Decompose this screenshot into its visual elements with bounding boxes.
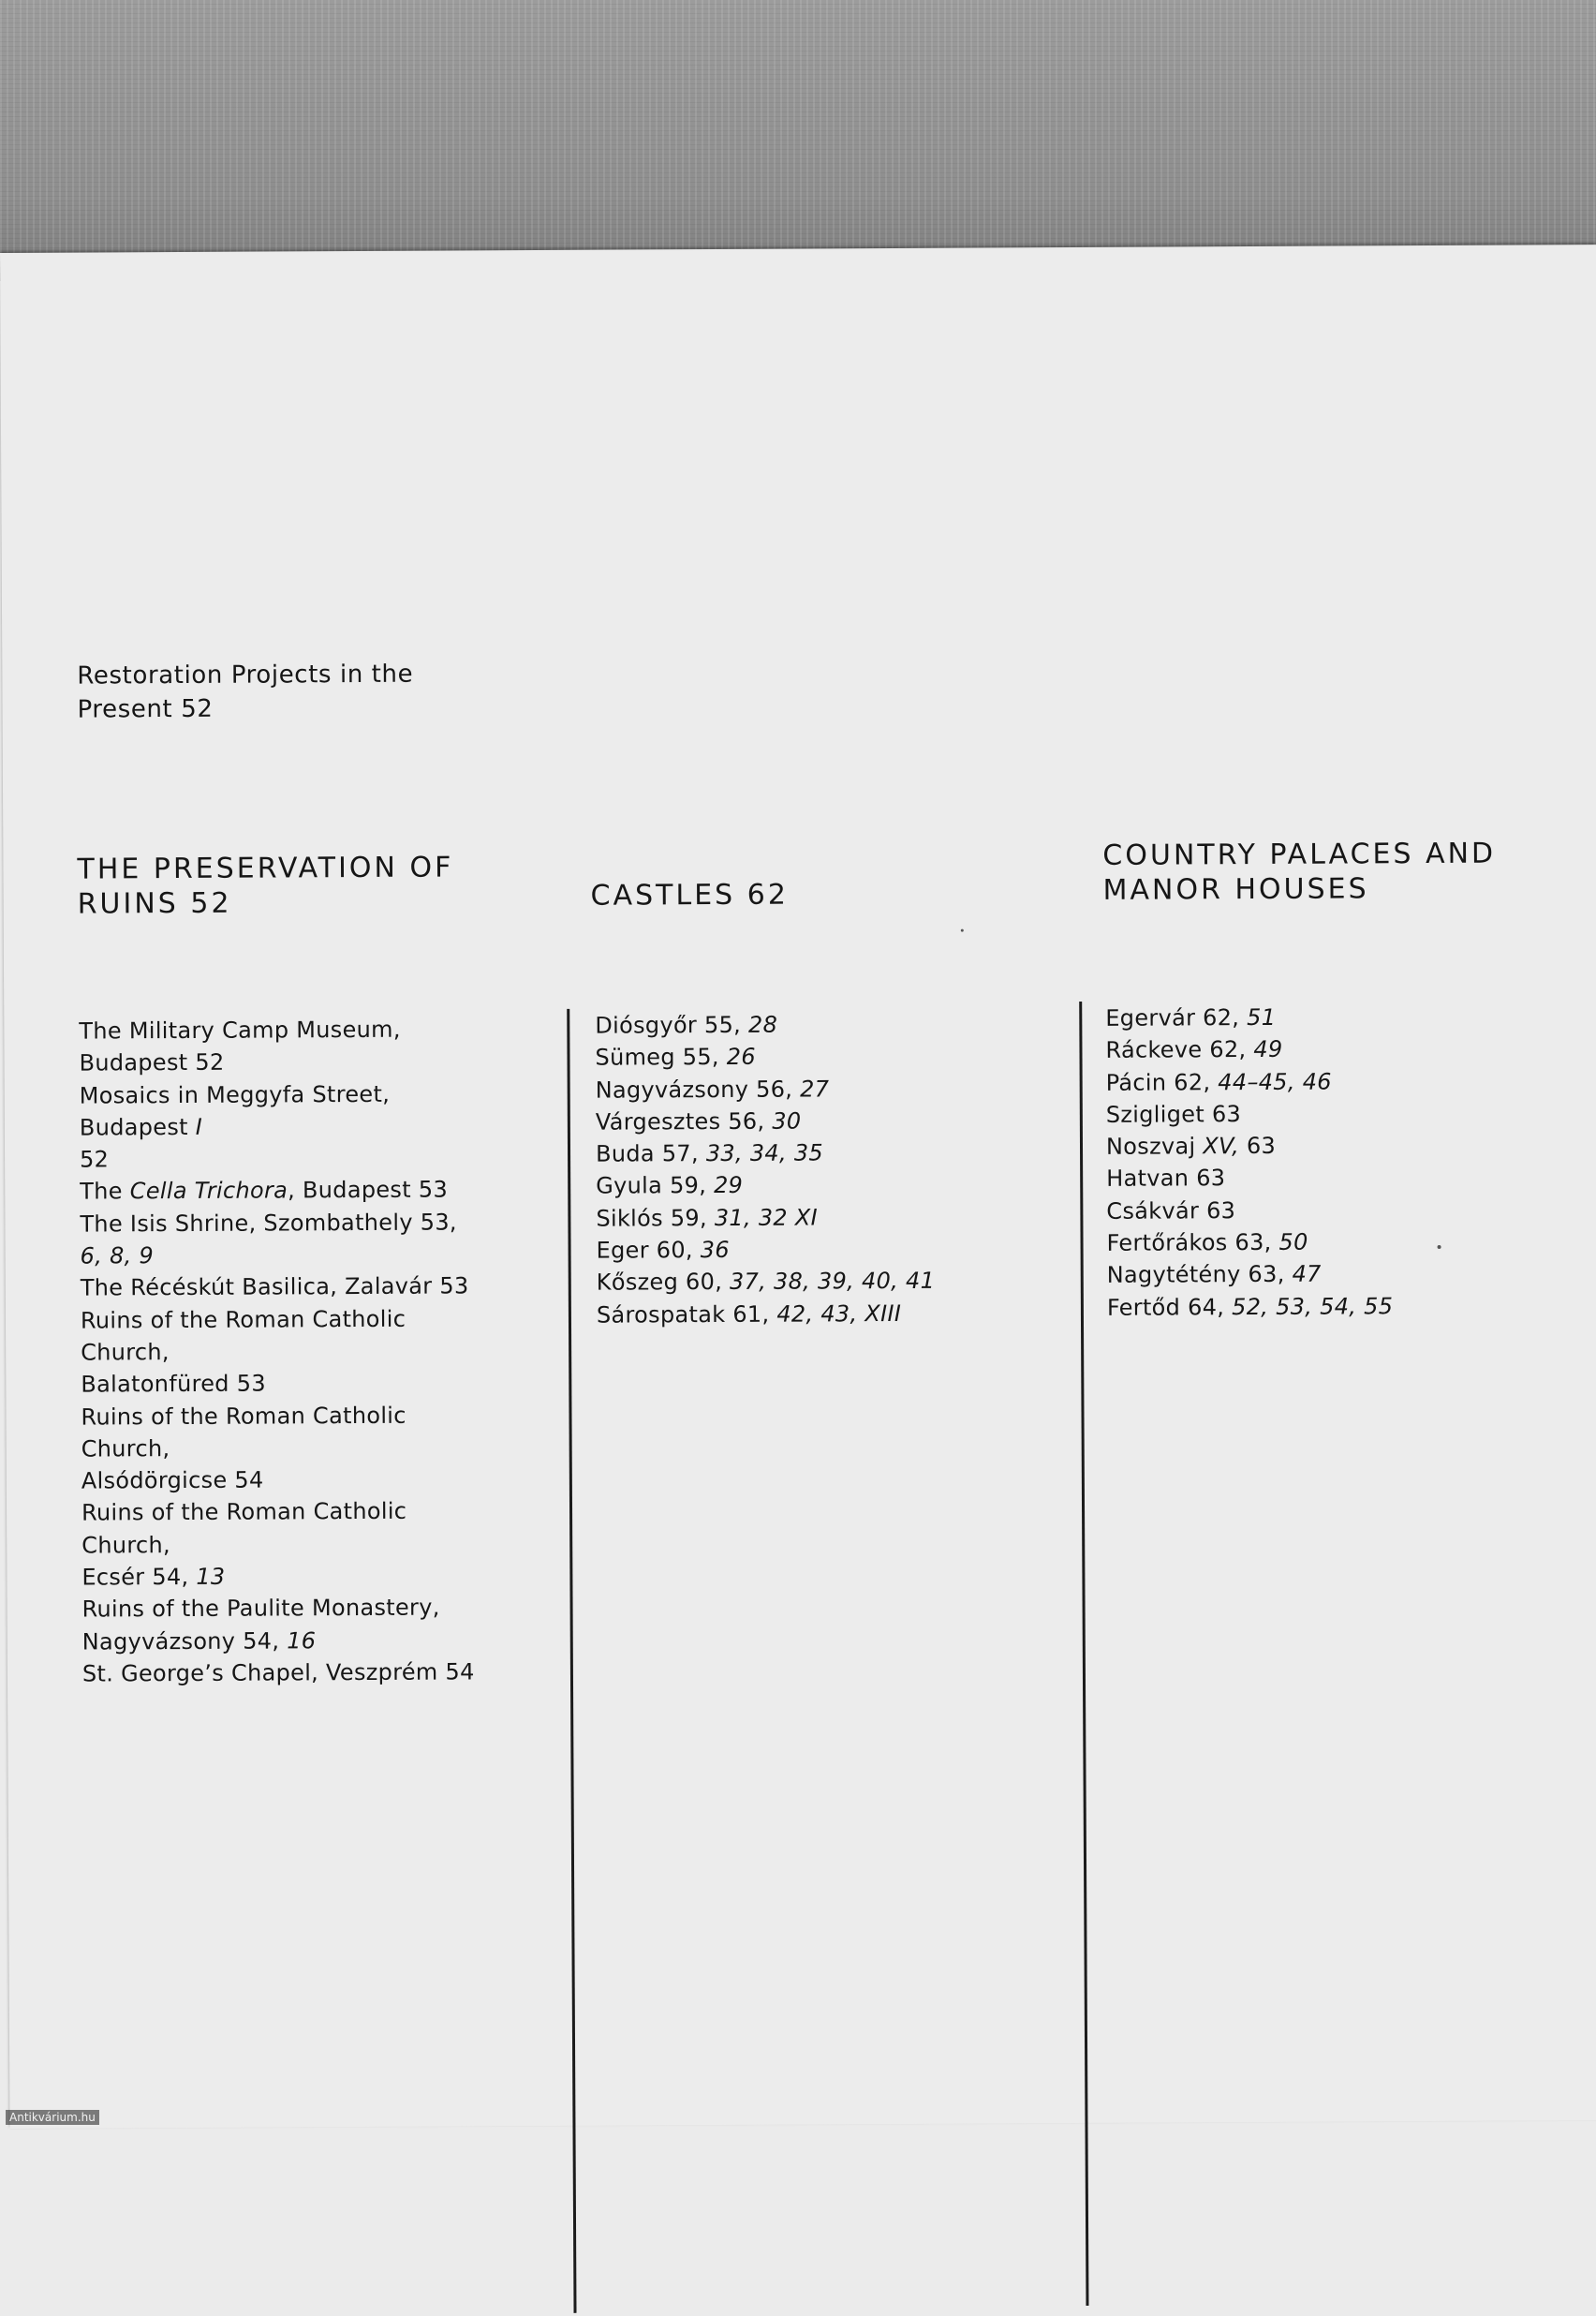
index-text: Fertőd 64, bbox=[1106, 1293, 1233, 1321]
index-text: Hatvan 63 bbox=[1106, 1165, 1226, 1193]
plate-reference: 36 bbox=[700, 1237, 730, 1264]
index-text: Nagytétény 63, bbox=[1106, 1261, 1293, 1289]
index-line bbox=[80, 1142, 473, 1176]
index-line bbox=[79, 1013, 472, 1047]
plate-reference: 51 bbox=[1247, 1003, 1277, 1032]
index-text: 52 bbox=[79, 1146, 110, 1173]
index-text: St. George’s Chapel, Veszprém 54 bbox=[81, 1658, 475, 1687]
index-line bbox=[1105, 1032, 1499, 1066]
index-text: Ráckeve 62, bbox=[1105, 1036, 1254, 1064]
column-divider bbox=[567, 1009, 576, 2313]
index-text: Nagyvázsony 56, bbox=[595, 1076, 801, 1104]
plate-reference: 31, 32 XI bbox=[714, 1204, 819, 1231]
index-line bbox=[81, 1592, 475, 1626]
index-text: Sárospatak 61, bbox=[596, 1300, 777, 1329]
intro-heading bbox=[77, 657, 470, 726]
index-text: The Isis Shrine, Szombathely 53, bbox=[80, 1209, 457, 1238]
index-line bbox=[81, 1399, 474, 1465]
list-castles bbox=[595, 1008, 971, 1331]
book-page bbox=[0, 245, 1596, 2129]
index-text: Alsódörgicse 54 bbox=[81, 1466, 264, 1494]
heading-line: MANOR HOUSES bbox=[1102, 872, 1369, 907]
list-palaces bbox=[1105, 1001, 1500, 1324]
index-text: Fertőrákos 63, bbox=[1106, 1228, 1279, 1256]
index-line bbox=[596, 1072, 970, 1106]
index-text: Ruins of the Roman Catholic Church, bbox=[81, 1498, 407, 1559]
section-heading-ruins bbox=[77, 850, 517, 921]
index-text: Csákvár 63 bbox=[1106, 1196, 1236, 1225]
list-ruins bbox=[79, 1013, 476, 1689]
heading-line: RUINS 52 bbox=[77, 886, 232, 921]
index-line bbox=[81, 1495, 475, 1562]
index-line bbox=[1107, 1257, 1500, 1291]
index-text: Ruins of the Roman Catholic Church, bbox=[81, 1402, 406, 1462]
plate-reference: 44–45, 46 bbox=[1218, 1068, 1332, 1095]
intro-line: Restoration Projects in the bbox=[77, 660, 414, 690]
index-line bbox=[81, 1302, 474, 1369]
index-line bbox=[595, 1040, 969, 1074]
index-text: 63 bbox=[1238, 1133, 1277, 1160]
index-text: Siklós 59, bbox=[596, 1204, 715, 1232]
index-line bbox=[1106, 1064, 1500, 1098]
plate-reference: 50 bbox=[1278, 1228, 1308, 1255]
index-text: Eger 60, bbox=[596, 1237, 701, 1264]
plate-reference: I bbox=[195, 1113, 203, 1140]
index-text: Nagyvázsony 54, bbox=[81, 1627, 288, 1655]
index-line bbox=[1107, 1289, 1500, 1323]
index-line bbox=[1106, 1193, 1500, 1226]
heading-line: THE PRESERVATION OF bbox=[77, 851, 454, 886]
index-line bbox=[82, 1624, 476, 1657]
section-heading-castles bbox=[591, 877, 900, 913]
index-line bbox=[80, 1206, 473, 1272]
plate-reference: 16 bbox=[287, 1626, 317, 1655]
heading-line: CASTLES 62 bbox=[590, 878, 789, 913]
plate-reference: 33, 34, 35 bbox=[705, 1139, 824, 1167]
index-text: The Military Camp Museum, bbox=[79, 1016, 401, 1045]
plate-reference: 26 bbox=[726, 1044, 756, 1071]
plate-reference: 52, 53, 54, 55 bbox=[1232, 1292, 1394, 1320]
index-line bbox=[596, 1200, 970, 1234]
index-text: Kőszeg 60, bbox=[596, 1269, 731, 1297]
background-surface bbox=[0, 0, 1596, 281]
column-divider bbox=[1079, 1002, 1088, 2306]
index-line bbox=[81, 1367, 474, 1401]
plate-reference: Cella Trichora bbox=[129, 1177, 288, 1205]
index-line bbox=[1106, 1097, 1500, 1131]
index-text: Buda 57, bbox=[595, 1140, 706, 1167]
index-text: Szigliget 63 bbox=[1105, 1100, 1242, 1128]
plate-reference: 49 bbox=[1253, 1036, 1283, 1063]
index-line bbox=[597, 1265, 971, 1299]
index-text: Ecsér 54, bbox=[81, 1563, 197, 1591]
plate-reference: 29 bbox=[713, 1172, 744, 1199]
index-text: Mosaics in Meggyfa Street, Budapest bbox=[79, 1080, 391, 1141]
index-line bbox=[80, 1077, 473, 1144]
plate-reference: 37, 38, 39, 40, 41 bbox=[729, 1268, 936, 1296]
index-text: Sümeg 55, bbox=[595, 1044, 727, 1071]
index-line bbox=[1106, 1129, 1500, 1163]
index-text: Várgesztes 56, bbox=[595, 1107, 773, 1136]
index-line bbox=[1106, 1161, 1500, 1195]
index-line bbox=[595, 1008, 969, 1042]
plate-reference: 27 bbox=[800, 1075, 830, 1103]
index-text: The Récéskút Basilica, Zalavár 53 bbox=[80, 1272, 469, 1301]
plate-reference: 30 bbox=[772, 1107, 802, 1135]
section-heading-palaces bbox=[1102, 836, 1552, 908]
index-line bbox=[596, 1104, 970, 1137]
index-line bbox=[81, 1463, 475, 1497]
index-text: Gyula 59, bbox=[596, 1172, 715, 1200]
index-text: Pácin 62, bbox=[1105, 1068, 1219, 1096]
index-text: , Budapest 53 bbox=[288, 1176, 449, 1204]
index-line bbox=[79, 1046, 472, 1079]
plate-reference: 6, 8, 9 bbox=[80, 1242, 155, 1269]
plate-reference: 13 bbox=[196, 1563, 226, 1590]
plate-reference: 47 bbox=[1292, 1261, 1322, 1288]
index-line bbox=[596, 1168, 970, 1202]
index-line bbox=[596, 1233, 970, 1267]
index-line bbox=[81, 1270, 474, 1304]
plate-reference: 42, 43, XIII bbox=[776, 1299, 902, 1328]
index-line bbox=[597, 1297, 971, 1330]
index-text: Balatonfüred 53 bbox=[81, 1370, 266, 1398]
index-line bbox=[81, 1559, 475, 1593]
paper-speck bbox=[1438, 1245, 1441, 1249]
watermark-text: Antikvárium.hu bbox=[6, 2110, 99, 2125]
index-line bbox=[596, 1136, 970, 1170]
intro-line: Present 52 bbox=[77, 694, 214, 724]
index-text: Budapest 52 bbox=[79, 1049, 225, 1076]
index-line bbox=[1105, 1001, 1499, 1034]
plate-reference: 28 bbox=[747, 1011, 778, 1038]
index-line bbox=[82, 1655, 476, 1689]
index-text: Noszvaj bbox=[1105, 1133, 1204, 1161]
heading-line: COUNTRY PALACES AND bbox=[1102, 837, 1497, 872]
index-line bbox=[1106, 1225, 1500, 1259]
index-text: The bbox=[80, 1178, 130, 1206]
paper-speck bbox=[961, 929, 964, 932]
index-text: Ruins of the Paulite Monastery, bbox=[81, 1594, 440, 1623]
index-text: Egervár 62, bbox=[1105, 1004, 1248, 1032]
index-line bbox=[80, 1174, 473, 1208]
index-text: Diósgyőr 55, bbox=[595, 1011, 749, 1039]
plate-reference: XV, bbox=[1203, 1133, 1240, 1160]
index-text: Ruins of the Roman Catholic Church, bbox=[80, 1305, 406, 1366]
